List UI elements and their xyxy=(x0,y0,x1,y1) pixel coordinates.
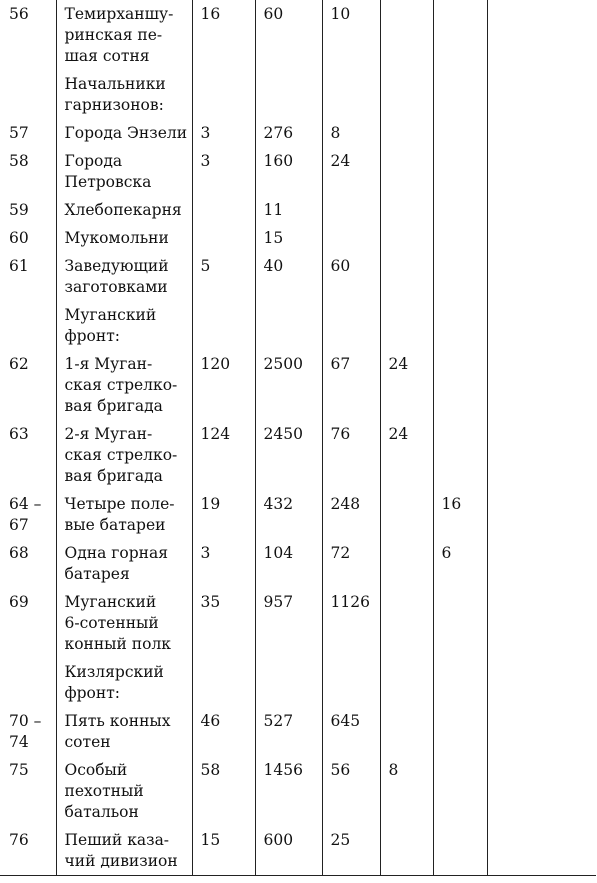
value-cell-col7 xyxy=(433,252,487,301)
name-cell: Особый пехотный батальон xyxy=(56,756,192,826)
name-cell: Города Петровска xyxy=(56,147,192,196)
value-cell-col3: 15 xyxy=(192,826,255,876)
value-cell-col8 xyxy=(487,119,596,147)
value-cell-col8 xyxy=(487,658,596,707)
value-cell-col6 xyxy=(380,252,433,301)
value-cell-col5: 24 xyxy=(322,147,380,196)
table-row xyxy=(0,707,596,756)
value-cell-col3 xyxy=(192,658,255,707)
table-row xyxy=(0,147,596,196)
value-cell-col4: 40 xyxy=(255,252,322,301)
value-cell-col5: 25 xyxy=(322,826,380,876)
value-cell-col8 xyxy=(487,224,596,252)
value-cell-col3 xyxy=(192,196,255,224)
value-cell-col5 xyxy=(322,224,380,252)
value-cell-col3 xyxy=(192,301,255,350)
value-cell-col3: 124 xyxy=(192,420,255,490)
value-cell-col8 xyxy=(487,490,596,539)
value-cell-col4: 2450 xyxy=(255,420,322,490)
value-cell-col4 xyxy=(255,658,322,707)
value-cell-col6 xyxy=(380,119,433,147)
value-cell-col8 xyxy=(487,588,596,658)
value-cell-col7: 6 xyxy=(433,539,487,588)
value-cell-col5: 248 xyxy=(322,490,380,539)
table-row xyxy=(0,490,596,539)
value-cell-col6 xyxy=(380,301,433,350)
row-number-cell: 68 xyxy=(0,539,56,588)
name-cell: Муганский 6-сотенный конный полк xyxy=(56,588,192,658)
row-number-cell: 75 xyxy=(0,756,56,826)
row-number-cell: 64 – 67 xyxy=(0,490,56,539)
value-cell-col6 xyxy=(380,490,433,539)
row-number-cell: 63 xyxy=(0,420,56,490)
value-cell-col3: 3 xyxy=(192,147,255,196)
value-cell-col8 xyxy=(487,70,596,119)
value-cell-col7 xyxy=(433,588,487,658)
table-row xyxy=(0,0,596,70)
table-row xyxy=(0,70,596,119)
value-cell-col4: 60 xyxy=(255,0,322,70)
value-cell-col5: 1126 xyxy=(322,588,380,658)
row-number-cell xyxy=(0,658,56,707)
name-cell: Кизлярский фронт: xyxy=(56,658,192,707)
value-cell-col3: 16 xyxy=(192,0,255,70)
value-cell-col6 xyxy=(380,147,433,196)
value-cell-col7 xyxy=(433,420,487,490)
value-cell-col8 xyxy=(487,0,596,70)
value-cell-col8 xyxy=(487,707,596,756)
name-cell: Хлебопекарня xyxy=(56,196,192,224)
value-cell-col6 xyxy=(380,588,433,658)
name-cell: Заведующий заготовками xyxy=(56,252,192,301)
value-cell-col6 xyxy=(380,826,433,876)
name-cell: Муганский фронт: xyxy=(56,301,192,350)
row-number-cell: 76 xyxy=(0,826,56,876)
value-cell-col5: 67 xyxy=(322,350,380,420)
name-cell: Города Энзели xyxy=(56,119,192,147)
value-cell-col7 xyxy=(433,350,487,420)
row-number-cell: 59 xyxy=(0,196,56,224)
value-cell-col6: 24 xyxy=(380,350,433,420)
table-row xyxy=(0,301,596,350)
value-cell-col7 xyxy=(433,707,487,756)
value-cell-col8 xyxy=(487,420,596,490)
value-cell-col5 xyxy=(322,196,380,224)
table-row xyxy=(0,420,596,490)
value-cell-col7 xyxy=(433,301,487,350)
name-cell: Пять конных сотен xyxy=(56,707,192,756)
table-row xyxy=(0,196,596,224)
value-cell-col5 xyxy=(322,301,380,350)
value-cell-col5: 76 xyxy=(322,420,380,490)
value-cell-col8 xyxy=(487,147,596,196)
value-cell-col3: 3 xyxy=(192,119,255,147)
name-cell: Пеший каза- чий дивизион xyxy=(56,826,192,876)
value-cell-col7 xyxy=(433,658,487,707)
value-cell-col8 xyxy=(487,756,596,826)
table-row xyxy=(0,756,596,826)
value-cell-col3: 5 xyxy=(192,252,255,301)
value-cell-col3: 120 xyxy=(192,350,255,420)
table-row xyxy=(0,119,596,147)
value-cell-col4: 104 xyxy=(255,539,322,588)
value-cell-col4: 11 xyxy=(255,196,322,224)
value-cell-col3 xyxy=(192,70,255,119)
name-cell: Темирханшу- ринская пе- шая сотня xyxy=(56,0,192,70)
row-number-cell: 60 xyxy=(0,224,56,252)
name-cell: 1-я Муган- ская стрелко- вая бригада xyxy=(56,350,192,420)
value-cell-col7 xyxy=(433,196,487,224)
value-cell-col4: 957 xyxy=(255,588,322,658)
value-cell-col6 xyxy=(380,707,433,756)
value-cell-col4: 15 xyxy=(255,224,322,252)
name-cell: Начальники гарнизонов: xyxy=(56,70,192,119)
value-cell-col4: 432 xyxy=(255,490,322,539)
value-cell-col8 xyxy=(487,350,596,420)
value-cell-col8 xyxy=(487,301,596,350)
value-cell-col8 xyxy=(487,826,596,876)
name-cell: 2-я Муган- ская стрелко- вая бригада xyxy=(56,420,192,490)
value-cell-col7 xyxy=(433,0,487,70)
value-cell-col5: 8 xyxy=(322,119,380,147)
row-number-cell: 57 xyxy=(0,119,56,147)
value-cell-col5 xyxy=(322,70,380,119)
value-cell-col7 xyxy=(433,756,487,826)
value-cell-col6 xyxy=(380,224,433,252)
value-cell-col8 xyxy=(487,196,596,224)
value-cell-col3: 35 xyxy=(192,588,255,658)
table-row xyxy=(0,252,596,301)
value-cell-col5: 645 xyxy=(322,707,380,756)
table-row xyxy=(0,588,596,658)
row-number-cell: 70 – 74 xyxy=(0,707,56,756)
value-cell-col4: 2500 xyxy=(255,350,322,420)
value-cell-col4 xyxy=(255,70,322,119)
value-cell-col7 xyxy=(433,826,487,876)
value-cell-col5: 10 xyxy=(322,0,380,70)
value-cell-col5: 72 xyxy=(322,539,380,588)
value-cell-col6 xyxy=(380,539,433,588)
row-number-cell: 56 xyxy=(0,0,56,70)
value-cell-col4 xyxy=(255,301,322,350)
value-cell-col8 xyxy=(487,252,596,301)
value-cell-col4: 276 xyxy=(255,119,322,147)
table-row xyxy=(0,539,596,588)
value-cell-col3: 19 xyxy=(192,490,255,539)
value-cell-col6 xyxy=(380,196,433,224)
value-cell-col7: 16 xyxy=(433,490,487,539)
value-cell-col7 xyxy=(433,70,487,119)
value-cell-col6 xyxy=(380,0,433,70)
value-cell-col6 xyxy=(380,70,433,119)
value-cell-col4: 160 xyxy=(255,147,322,196)
value-cell-col4: 527 xyxy=(255,707,322,756)
row-number-cell: 62 xyxy=(0,350,56,420)
value-cell-col6: 24 xyxy=(380,420,433,490)
value-cell-col3: 46 xyxy=(192,707,255,756)
name-cell: Мукомольни xyxy=(56,224,192,252)
value-cell-col6: 8 xyxy=(380,756,433,826)
value-cell-col5 xyxy=(322,658,380,707)
value-cell-col4: 600 xyxy=(255,826,322,876)
value-cell-col8 xyxy=(487,539,596,588)
table-row xyxy=(0,350,596,420)
name-cell: Четыре поле- вые батареи xyxy=(56,490,192,539)
table-row xyxy=(0,826,596,876)
row-number-cell: 69 xyxy=(0,588,56,658)
value-cell-col7 xyxy=(433,224,487,252)
row-number-cell xyxy=(0,301,56,350)
value-cell-col3: 58 xyxy=(192,756,255,826)
value-cell-col5: 60 xyxy=(322,252,380,301)
value-cell-col5: 56 xyxy=(322,756,380,826)
table-row xyxy=(0,224,596,252)
row-number-cell: 61 xyxy=(0,252,56,301)
name-cell: Одна горная батарея xyxy=(56,539,192,588)
value-cell-col3: 3 xyxy=(192,539,255,588)
value-cell-col3 xyxy=(192,224,255,252)
row-number-cell: 58 xyxy=(0,147,56,196)
table-row xyxy=(0,658,596,707)
value-cell-col7 xyxy=(433,119,487,147)
row-number-cell xyxy=(0,70,56,119)
value-cell-col7 xyxy=(433,147,487,196)
value-cell-col4: 1456 xyxy=(255,756,322,826)
value-cell-col6 xyxy=(380,658,433,707)
